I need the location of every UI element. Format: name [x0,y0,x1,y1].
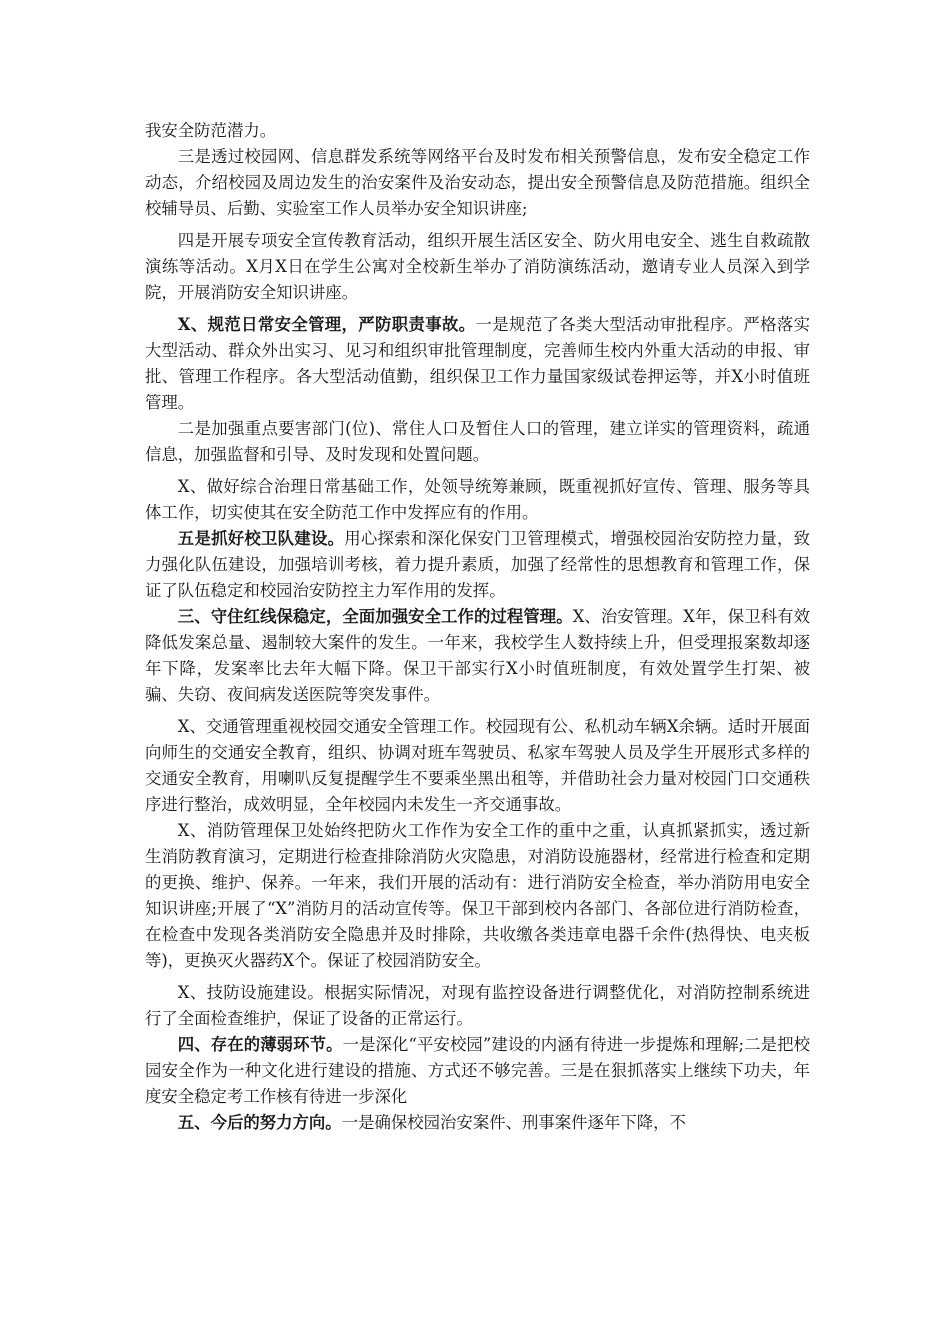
paragraph-11 [145,980,810,1032]
paragraph-7-text: 用心探索和深化保安门卫管理模式，增强校园治安防控力量，致力强化队伍建设，加强培训考核，着力提升素质，加强了经常性的思想教育和管理工作，保证了队伍稳定和校园治安防控主力军作用的发挥。 [145,529,811,600]
document-page [145,118,810,1136]
paragraph-8-lead: 三、守住红线保稳定，全面加强安全工作的过程管理。 [177,607,573,626]
paragraph-3-text: 四是开展专项安全宣传教育活动，组织开展生活区安全、防火用电安全、逃生自救疏散演练等活动。X月X日在学生公寓对全校新生举办了消防演练活动，邀请专业人员深入到学院，开展消防安全知识讲座。 [145,231,810,302]
paragraph-10 [145,818,810,974]
paragraph-12-text: 一是深化“平安校园”建设的内涵有待进一步提炼和理解;二是把校园安全作为一种文化进行建设的措施、方式还不够完善。三是在狠抓落实上继续下功夫，年度安全稳定考工作核有待进一步深化 [145,1035,810,1106]
paragraph-4-lead: X、规范日常安全管理，严防职责事故。 [177,315,476,334]
paragraph-8 [145,604,810,708]
paragraph-1-text: 我安全防范潜力。 [145,121,277,140]
paragraph-7 [145,526,810,604]
paragraph-9 [145,714,810,818]
paragraph-11-text: X、技防设施建设。根据实际情况，对现有监控设备进行调整优化，对消防控制系统进行了全面检查维护，保证了设备的正常运行。 [145,983,810,1028]
paragraph-4-text: 一是规范了各类大型活动审批程序。严格落实大型活动、群众外出实习、见习和组织审批管理制度，完善师生校内外重大活动的申报、审批、管理工作程序。各大型活动值勤，组织保卫工作力量国家级试卷押运等，并X小时值班管理。 [145,315,811,412]
paragraph-3 [145,228,810,306]
paragraph-4 [145,312,810,416]
paragraph-13 [145,1110,810,1136]
paragraph-1 [145,118,810,144]
paragraph-12-lead: 四、存在的薄弱环节。 [177,1035,343,1054]
paragraph-8-text: X、治安管理。X年，保卫科有效降低发案总量、遏制较大案件的发生。一年来，我校学生人数持续上升，但受理报案数却逐年下降，发案率比去年大幅下降。保卫干部实行X小时值班制度，有效处置学生打架、被骗、失窃、夜间病发送医院等突发事件。 [145,607,811,704]
paragraph-7-lead: 五是抓好校卫队建设。 [177,529,345,548]
paragraph-6 [145,474,810,526]
paragraph-9-text: X、交通管理重视校园交通安全管理工作。校园现有公、私机动车辆X余辆。适时开展面向师生的交通安全教育，组织、协调对班车驾驶员、私家车驾驶人员及学生开展形式多样的交通安全教育，用喇叭反复提醒学生不要乘坐黑出租等，并借助社会力量对校园门口交通秩序进行整治，成效明显，全年校园内未发生一齐交通事故。 [145,717,810,814]
paragraph-12 [145,1032,810,1110]
paragraph-5 [145,416,810,468]
paragraph-13-text: 一是确保校园治安案件、刑事案件逐年下降，不 [341,1113,686,1132]
paragraph-5-text: 二是加强重点要害部门(位)、常住人口及暂住人口的管理，建立详实的管理资料，疏通信息，加强监督和引导、及时发现和处置问题。 [145,419,810,464]
paragraph-13-lead: 五、今后的努力方向。 [177,1113,342,1132]
paragraph-6-text: X、做好综合治理日常基础工作，处领导统筹兼顾，既重视抓好宣传、管理、服务等具体工作，切实使其在安全防范工作中发挥应有的作用。 [145,477,810,522]
paragraph-2 [145,144,810,222]
paragraph-10-text: X、消防管理保卫处始终把防火工作作为安全工作的重中之重，认真抓紧抓实，透过新生消防教育演习，定期进行检查排除消防火灾隐患，对消防设施器材，经常进行检查和定期的更换、维护、保养。一年来，我们开展的活动有：进行消防安全检查，举办消防用电安全知识讲座;开展了“X”消防月的活动宣传等。保卫干部到校内各部门、各部位进行消防检查，在检查中发现各类消防安全隐患并及时排除，共收缴各类违章电器千余件(热得快、电夹板等)，更换灭火器药X个。保证了校园消防安全。 [145,821,810,970]
paragraph-2-text: 三是透过校园网、信息群发系统等网络平台及时发布相关预警信息，发布安全稳定工作动态，介绍校园及周边发生的治安案件及治安动态，提出安全预警信息及防范措施。组织全校辅导员、后勤、实验室工作人员举办安全知识讲座; [145,147,810,218]
